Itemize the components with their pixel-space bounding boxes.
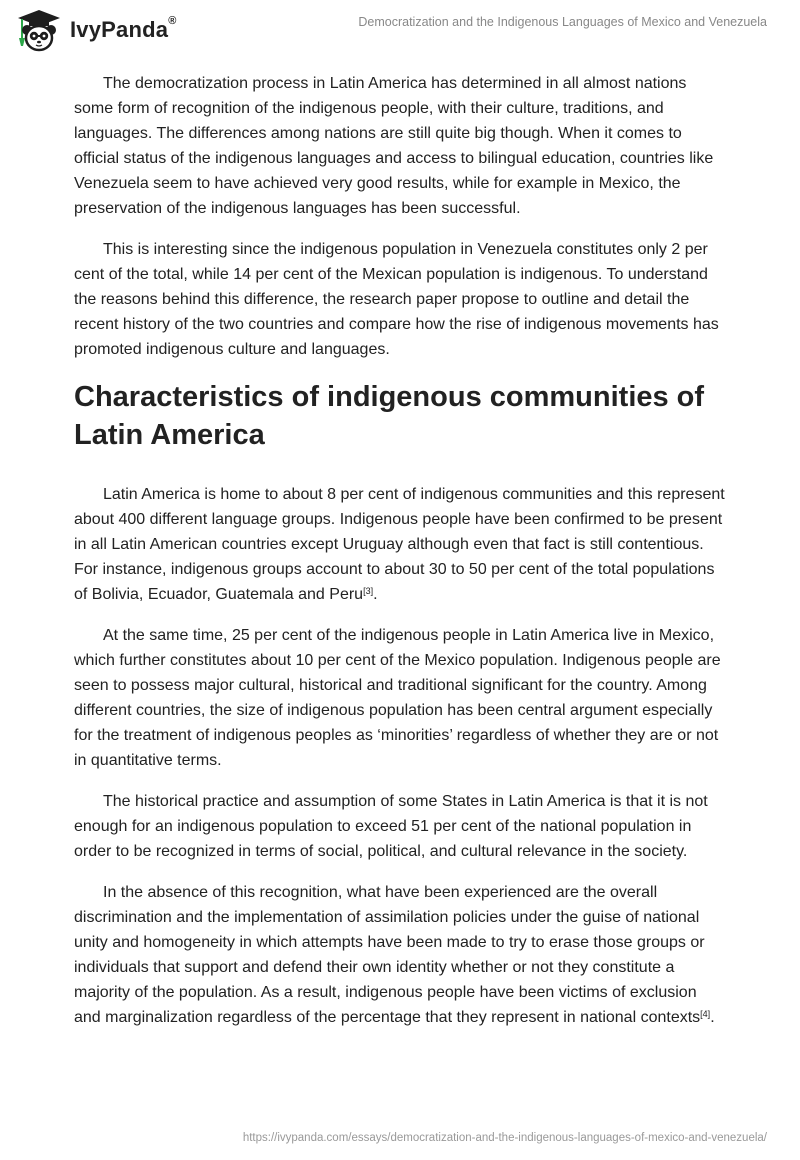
panda-graduate-icon — [14, 8, 64, 52]
article-body — [74, 71, 726, 1046]
brand-name: IvyPanda® — [70, 15, 177, 42]
footnote-ref-4[interactable]: [4] — [700, 1009, 711, 1019]
paragraph-historical-practice: The historical practice and assumption of some States in Latin America is that it is not enough for an indigenous population to exceed 51 per cent of the national population in order to be recognized in terms of social, political, and cultural relevance in the society. — [74, 793, 708, 860]
paragraph-intro-1: The democratization process in Latin America has determined in all almost nations some form of recognition of the indigenous people, with their culture, traditions, and languages. The differences among nations are still quite big though. When it comes to official status of the indigenous languages and access to bilingual education, countries like Venezuela seem to have achieved very good results, while for example in Mexico, the preservation of the indigenous languages has been successful. — [74, 75, 714, 217]
paragraph-absence-recognition: In the absence of this recognition, what have been experienced are the overall discrimination and the implementation of assimilation policies under the guise of national unity and homogeneity in which attempts have been made to try to erase those groups or individuals that support and defend their own identity whether or not they constitute a majority of the population. As a result, indigenous people have been victims of exclusion and marginalization regardless of the percentage that they represent in national contexts[4]. — [74, 884, 715, 1026]
document-title: Democratization and the Indigenous Languages of Mexico and Venezuela — [358, 15, 767, 29]
source-url[interactable]: https://ivypanda.com/essays/democratization-and-the-indigenous-languages-of-mexico-and-venezuela/ — [242, 1132, 767, 1144]
paragraph-mexico-share: At the same time, 25 per cent of the indigenous people in Latin America live in Mexico, which further constitutes about 10 per cent of the Mexico population. Indigenous people are seen to possess major cultural, historical and traditional significant for the country. Among different countries, the size of indigenous population has been central argument especially for the treatment of indigenous peoples as ‘minorities’ regardless of whether they are or not in quantitative terms. — [74, 627, 721, 769]
paragraph-intro-2: This is interesting since the indigenous population in Venezuela constitutes only 2 per cent of the total, while 14 per cent of the Mexican population is indigenous. To understand the reasons behind this difference, the research paper propose to outline and detail the recent history of the two countries and compare how the rise of indigenous movements has promoted indigenous culture and languages. — [74, 241, 719, 358]
paragraph-latin-america-share: Latin America is home to about 8 per cent of indigenous communities and this represent about 400 different language groups. Indigenous people have been confirmed to be present in all Latin American countries except Uruguay although even that fact is still contentious. For instance, indigenous groups account to about 30 to 50 per cent of the total populations of Bolivia, Ecuador, Guatemala and Peru[3]. — [74, 486, 725, 603]
ivypanda-logo[interactable] — [14, 8, 177, 52]
section-heading: Characteristics of indigenous communities of Latin America — [74, 381, 705, 451]
page-header — [0, 0, 800, 60]
footnote-ref-3[interactable]: [3] — [363, 586, 374, 596]
